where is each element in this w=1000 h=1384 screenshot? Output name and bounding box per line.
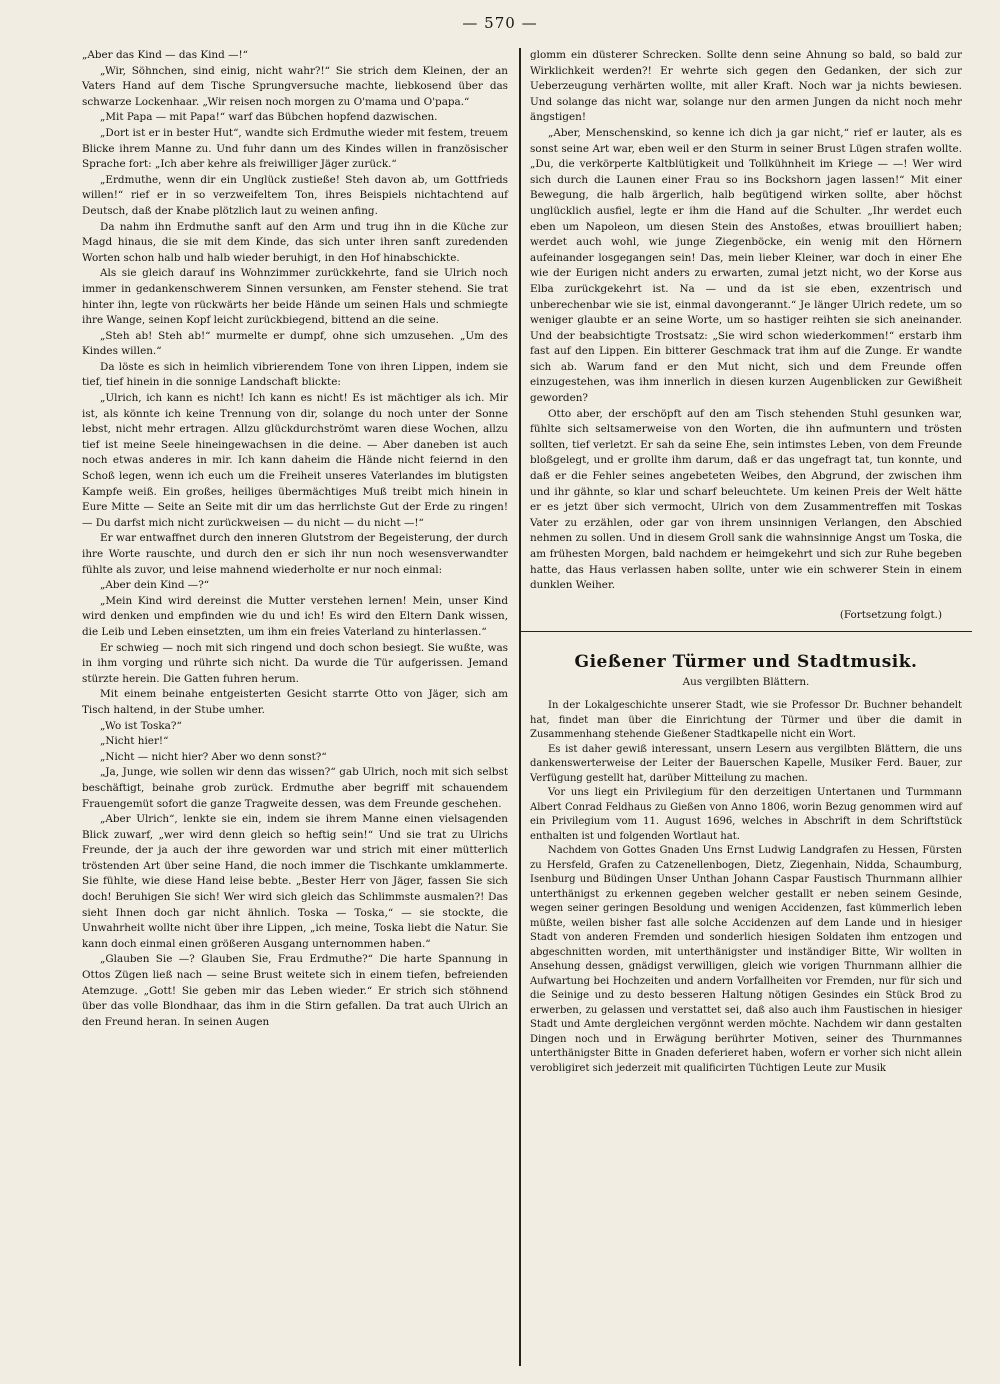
section-divider xyxy=(520,631,972,632)
paragraph: „Glauben Sie —? Glauben Sie, Frau Erdmuthe?“ Die harte Spannung in Ottos Zügen ließ nach — seine Brust weitete sich in einem tiefen, befreienden Atemzuge. „Gott! Sie geben mir das Leben wieder.“ Er strich sich stöhnend über das volle Blondhaar, das ihm in die Stirn gefallen. Da trat auch Ulrich an den Freund heran. In seinen Augen xyxy=(82,953,508,1028)
paragraph: Otto aber, der erschöpft auf den am Tisch stehenden Stuhl gesunken war, fühlte sich seltsamerweise von den Worten, die ihn aufmuntern und trösten sollten, tief verletzt. Er sah da seine Ehe, sein intimstes Leben, von dem Freunde bloßgelegt, und er grollte ihm darum, daß er das ungefragt tat, tun konnte, und daß er die Fehler seines angebeteten Weibes, den Abgrund, der zwischen ihm und ihr gähnte, so klar und scharf beleuchtete. Um keinen Preis der Welt hätte er es jetzt über sich vermocht, Ulrich von dem Zusammentreffen mit Toskas Vater zu erzählen, oder gar von ihrem unsinnigen Verlangen, den Abschied nehmen zu sollen. Und in diesem Groll sank die wahnsinnige Angst um Toska, die am frühesten Morgen, bald nachdem er heimgekehrt und sich zur Ruhe begeben hatte, das Haus verlassen haben sollte, unter wie ein schwerer Stein in einem dunklen Weiher. xyxy=(530,407,962,592)
paragraph: „Erdmuthe, wenn dir ein Unglück zustieße! Steh davon ab, um Gottfrieds willen!“ rief er in so verzweifeltem Ton, ihres Beispiels nichtachtend auf Deutsch, daß der Knabe plötzlich laut zu weinen anfing. xyxy=(82,173,508,217)
paragraph: „Aber, Menschenskind, so kenne ich dich ja gar nicht,“ rief er lauter, als es sonst seine Art war, eben weil er den Sturm in seiner Brust Lügen strafen wollte. „Du, die verkörperte Kaltblütigkeit und Tollkühnheit im Kriege — —! Wer wird sich durch die Launen einer Frau so ins Bockshorn jagen lassen!“ Mit einer Bewegung, die halb ärgerlich, halb begütigend wirken sollte, aber höchst unglücklich ausfiel, legte er ihm die Hand auf die Schulter. „Ihr werdet euch eben um Napoleon, um diesen Stein des Anstoßes, etwas brouilliert haben; werdet auch wohl, wie junge Ziegenböcke, ein wenig mit den Hörnern aufeinander losgegangen sein! Das, mein lieber Kleiner, war doch in einer Ehe wie der Eurigen nicht anders zu erwarten, zumal jetzt nicht, wo der Korse aus Elba zurückgekehrt ist. Na — und da ist sie eben, exzentrisch und unberechenbar wie sie ist, einmal davongerannt.“ Je länger Ulrich redete, um so weniger glaubte er an seine Worte, um so hastiger reihten sie sich aneinander. Und der beabsichtigte Trostsatz: „Sie wird schon wiederkommen!“ erstarb ihm fast auf den Lippen. Ein bitterer Geschmack trat ihm auf die Zunge. Er wandte sich ab. Warum fand er den Mut nicht, sich und dem Freunde offen einzugestehen, was ihm innerlich in diesen kurzen Augenblicken zur Gewißheit geworden? xyxy=(530,126,962,405)
paragraph: „Nicht hier!“ xyxy=(100,735,169,748)
paragraph: „Ulrich, ich kann es nicht! Ich kann es nicht! Es ist mächtiger als ich. Mir ist, als könnte ich keine Trennung von dir, solange du noch unter der Sonne lebst, nicht mehr ertragen. Allzu glückdurchströmt waren diese Wochen, allzu tief ist meine Seele hineingewachsen in die deine. — Aber daneben ist auch noch etwas anderes in mir. Ich kann daheim die Hände nicht feiernd in den Schoß legen, wenn ich euch um die Freiheit unseres Vaterlandes im blutigsten Kampfe weiß. Ein großes, heiliges übermächtiges Muß treibt mich hinein in Eure Mitte — Seite an Seite mit dir um das herrlichste Gut der Erde zu ringen! — Du darfst mich nicht zurückweisen — du nicht — du nicht —!“ xyxy=(82,392,508,529)
left-column xyxy=(82,48,508,1030)
paragraph: „Ja, Junge, wie sollen wir denn das wissen?“ gab Ulrich, noch mit sich selbst beschäftigt, beinahe grob zurück. Erdmuthe aber begriff mit schauendem Frauengemüt sofort die ganze Tragweite dessen, was dem Freunde geschehen. xyxy=(82,766,508,810)
paragraph: Mit einem beinahe entgeisterten Gesicht starrte Otto von Jäger, sich am Tisch haltend, in der Stube umher. xyxy=(82,688,508,716)
paragraph: Als sie gleich darauf ins Wohnzimmer zurückkehrte, fand sie Ulrich noch immer in gedankenschwerem Sinnen versunken, am Fenster stehend. Sie trat hinter ihn, legte von rückwärts her beide Hände um seinen Hals und schmiegte ihre Wange, seinen Kopf leicht zurückbiegend, bittend an die seine. xyxy=(82,267,508,327)
paragraph: „Aber das Kind — das Kind —!“ xyxy=(82,49,248,61)
paragraph: „Dort ist er in bester Hut“, wandte sich Erdmuthe wieder mit festem, treuem Blicke ihrem Manne zu. Und fuhr dann um des Kindes willen in französischer Sprache fort: „Ich aber kehre als freiwilliger Jäger zurück.“ xyxy=(82,126,508,171)
paragraph: Vor uns liegt ein Privilegium für den derzeitigen Untertanen und Turmmann Albert Conrad Feldhaus zu Gießen von Anno 1806, worin Bezug genommen wird auf ein Privilegium vom 11. August 1696, welches in Abschrift in dem Schriftstück enthalten ist und folgenden Wortlaut hat. xyxy=(530,787,962,842)
paragraph: Da löste es sich in heimlich vibrierendem Tone von ihren Lippen, indem sie tief, tief hinein in die sonnige Landschaft blickte: xyxy=(82,360,508,389)
paragraph: „Nicht — nicht hier? Aber wo denn sonst?“ xyxy=(100,750,327,763)
paragraph: „Mein Kind wird dereinst die Mutter verstehen lernen! Mein, unser Kind wird denken und empfinden wie du und ich! Es wird den Eltern Dank wissen, die Leib und Leben einsetzten, um ihm ein freies Vaterland zu hinterlassen.“ xyxy=(82,594,508,638)
paragraph: Nachdem von Gottes Gnaden Uns Ernst Ludwig Landgrafen zu Hessen, Fürsten zu Hersfeld, Grafen zu Catzenellenbogen, Dietz, Ziegenhain, Nidda, Schaumburg, Isenburg und Büdingen Unser Unthan Johann Caspar Faustisch Thurnmann allhier unterthänigst zu erkennen gegeben welcher gestallt er neben seinem Gesinde, wegen seiner geringen Besoldung und wenigen Accidenzen, fast kümmerlich leben müßte, weilen bisher fast alle solche Accidenzen auf dem Lande und in hiesiger Stadt von anderen Fremden und sonderlich hiesigen Soldaten ihm entzogen und abgeschnitten worden, mit unterthänigster und inständiger Bitte, Wir wollten in Ansehung dessen, gnädigst verwilligen, gleich wie vorigen Thurnmann allhier die Aufwartung bei Hochzeiten und andern Vorfallheiten vor Fremden, nur für sich und die Seinige und zu desto besseren Haltung nötigen Gesindes ein Stück Brod zu erwerben, zu gelassen und verstattet sei, daß also auch ihm Faustischen in hiesiger Stadt und Amte dergleichen vergönnt werden möchte. Nachdem wir dann gestalten Dingen noch und in Erwägung berührter Motiven, seiner des Thurnmannes unterthänigster Bitte in Gnaden deferieret haben, wofern er vorher sich nicht allein verobligiret sich jederzeit mit qualificirten Tüchtigen Leute zur Musik xyxy=(530,845,962,1074)
paragraph: Da nahm ihn Erdmuthe sanft auf den Arm und trug ihn in die Küche zur Magd hinaus, die sie mit dem Kinde, das sich unter ihren sanft zuredenden Worten schon halb und halb wieder beruhigt, in den Hof hinabschickte. xyxy=(82,220,508,264)
article-title: Gießener Türmer und Stadtmusik. xyxy=(574,652,918,673)
paragraph: „Aber dein Kind —?“ xyxy=(100,579,210,592)
article-tuermer xyxy=(530,652,962,1076)
continuation-note: (Fortsetzung folgt.) xyxy=(839,608,942,621)
paragraph: Es ist daher gewiß interessant, unsern Lesern aus vergilbten Blättern, die uns dankenswerterweise der Leiter der Bauerschen Kapelle, Musiker Ferd. Bauer, zur Verfügung gestellt hat, darüber Mitteilung zu machen. xyxy=(530,743,962,784)
column-divider xyxy=(519,48,521,1366)
paragraph: Er schwieg — noch mit sich ringend und doch schon besiegt. Sie wußte, was in ihm vorging und rührte sich nicht. Da wurde die Tür aufgerissen. Jemand stürzte herein. Die Gatten fuhren herum. xyxy=(82,641,508,685)
paragraph: „Wo ist Toska?“ xyxy=(100,719,182,732)
right-column xyxy=(530,48,962,1076)
paragraph: „Wir, Söhnchen, sind einig, nicht wahr?!“ Sie strich dem Kleinen, der an Vaters Hand auf dem Tische Sprungversuche machte, liebkosend über das schwarze Lockenhaar. „Wir reisen noch morgen zu O'mama und O'papa.“ xyxy=(82,64,508,108)
article-subtitle: Aus vergilbten Blättern. xyxy=(682,676,810,689)
paragraph: In der Lokalgeschichte unserer Stadt, wie sie Professor Dr. Buchner behandelt hat, findet man über die Einrichtung der Türmer und über die damit in Zusammenhang stehende Gießener Stadtkapelle nicht ein Wort. xyxy=(530,700,962,741)
page-number: — 570 — xyxy=(462,14,538,32)
paragraph: „Aber Ulrich“, lenkte sie ein, indem sie ihrem Manne einen vielsagenden Blick zuwarf, „wer wird denn gleich so heftig sein!“ Und sie trat zu Ulrichs Freunde, der ja auch der ihre geworden war und strich mit einer mütterlich tröstenden Art über seine Hand, die noch immer die Tischkante umklammerte. Sie fühlte, wie diese Hand leise bebte. „Bester Herr von Jäger, fassen Sie sich doch! Beruhigen Sie sich! Wer wird sich gleich das Schlimmste ausmalen?! Das sieht Ihnen doch gar nicht ähnlich. Toska — Toska,“ — sie stockte, die Unwahrheit wollte nicht über ihre Lippen, „ich meine, Toska liebt die Natur. Sie kann doch einmal einen größeren Ausgang unternommen haben.“ xyxy=(82,813,508,950)
paragraph: glomm ein düsterer Schrecken. Sollte denn seine Ahnung so bald, so bald zur Wirklichkeit werden?! Er wehrte sich gegen den Gedanken, der sich zur Ueberzeugung verhärten wollte, mit aller Kraft. Noch war ja nichts bewiesen. Und solange das nicht war, solange nur den armen Jungen da nicht noch mehr ängstigen! xyxy=(530,49,962,124)
paragraph: „Steh ab! Steh ab!“ murmelte er dumpf, ohne sich umzusehen. „Um des Kindes willen.“ xyxy=(82,329,508,358)
paragraph: „Mit Papa — mit Papa!“ warf das Bübchen hopfend dazwischen. xyxy=(100,111,438,124)
paragraph: Er war entwaffnet durch den inneren Glutstrom der Begeisterung, der durch ihre Worte rauschte, und durch den er sich ihr nun noch wesensverwandter fühlte als zuvor, und leise mahnend wiederholte er nur noch einmal: xyxy=(82,532,508,576)
